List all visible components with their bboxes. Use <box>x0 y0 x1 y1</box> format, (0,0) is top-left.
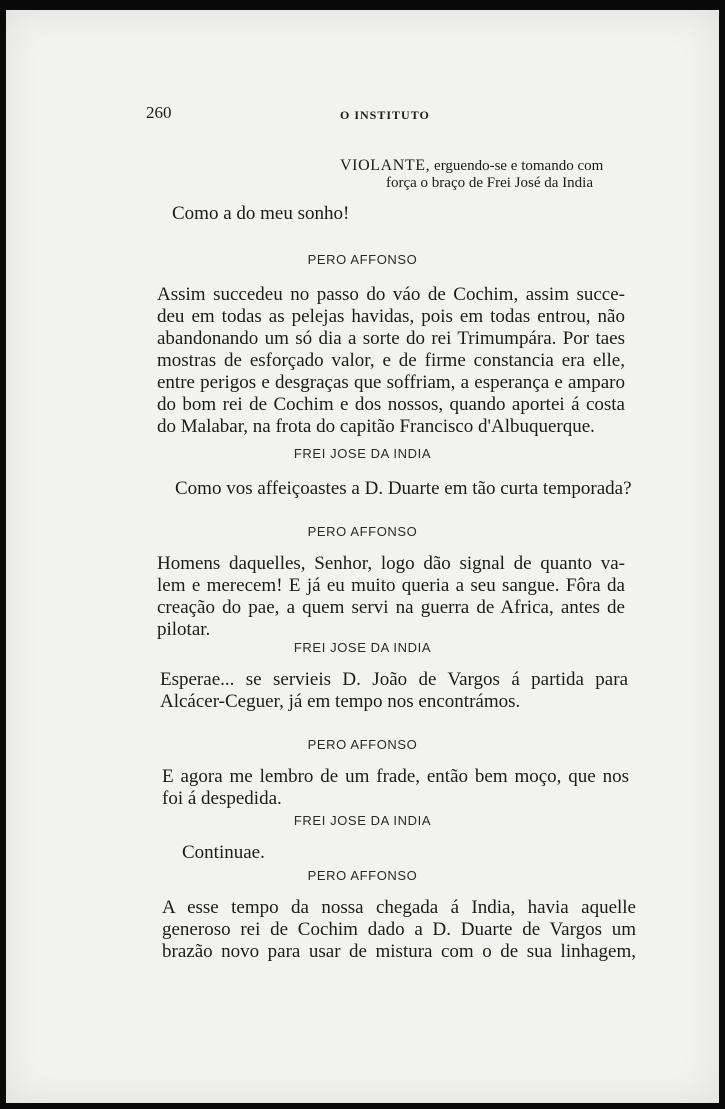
running-head: O INSTITUTO <box>340 108 430 122</box>
dialogue-line: Como vos affeiçoastes a D. Duarte em tão curta temporada? <box>175 478 632 499</box>
speaker-name: FREI JOSE DA INDIA <box>293 640 432 655</box>
speaker-name: PERO AFFONSO <box>307 524 418 539</box>
stage-direction-name: VIOLANTE, <box>340 157 431 174</box>
speaker-name: FREI JOSE DA INDIA <box>293 813 432 828</box>
speaker-name: PERO AFFONSO <box>307 252 418 267</box>
speaker-name: PERO AFFONSO <box>307 737 418 752</box>
dialogue-paragraph: Esperae... se servieis D. João de Vargos á partida para Alcácer-Ceguer, já em tempo nos encontrámos. <box>160 669 628 712</box>
stage-direction-line-1: erguendo-se e tomando com <box>434 158 604 174</box>
stage-direction <box>340 157 603 175</box>
dialogue-line: Como a do meu sonho! <box>172 203 350 224</box>
dialogue-paragraph: Assim succedeu no passo do váo de Cochim, assim succe- deu em todas as pelejas havidas, pois em todas entrou, não abandonando um só dia a sorte do rei Trimumpára. Por taes mostras de esforçado valor, e de firme constancia era elle, entre perigos e desgraças que soffriam, a esperança e amparo do bom rei de Cochim e dos nossos, quando aportei á costa do Malabar, na frota do capitão Francisco d'Albuquerque. <box>157 284 625 437</box>
speaker-name: PERO AFFONSO <box>307 868 418 883</box>
dialogue-paragraph: Homens daquelles, Senhor, logo dão signal de quanto va- lem e merecem! E já eu muito queria a seu sangue. Fôra da creação do pae, a quem servi na guerra de Africa, antes de pilotar. <box>157 553 625 640</box>
dialogue-line: Continuae. <box>182 842 265 863</box>
page-number: 260 <box>146 103 172 122</box>
stage-direction-line-2: força o braço de Frei José da India <box>386 175 593 191</box>
speaker-name: FREI JOSE DA INDIA <box>293 446 432 461</box>
dialogue-paragraph: A esse tempo da nossa chegada á India, havia aquelle generoso rei de Cochim dado a D. Duarte de Vargos um brazão novo para usar de mistura com o de sua linhagem, <box>162 897 636 962</box>
dialogue-paragraph: E agora me lembro de um frade, então bem moço, que nos foi á despedida. <box>162 766 629 809</box>
